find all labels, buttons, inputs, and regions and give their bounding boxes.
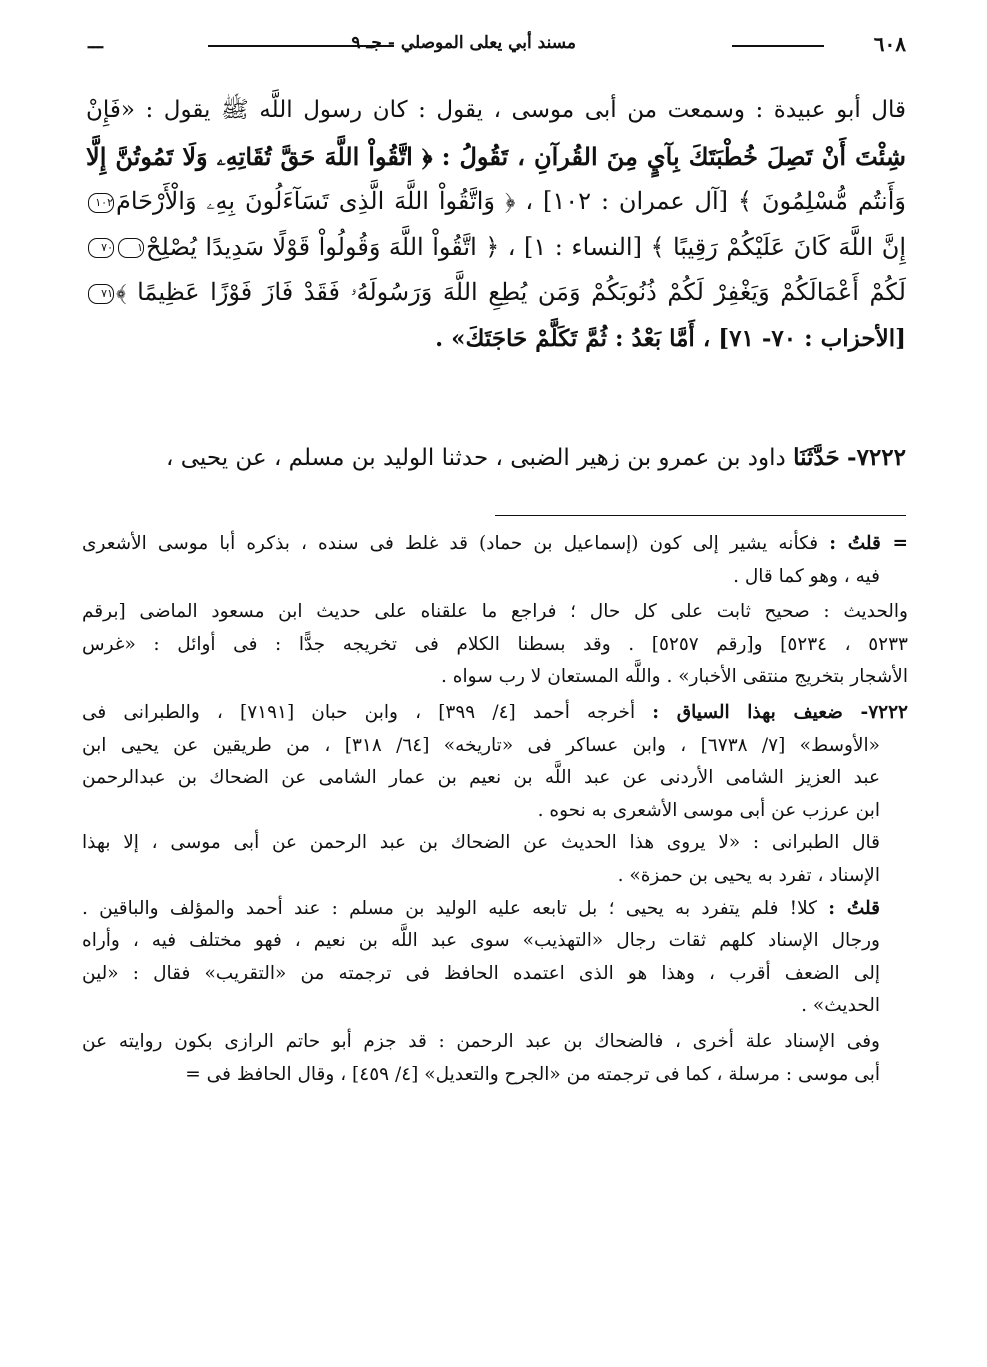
- hadith-number: ٧٢٢٢-: [847, 444, 906, 471]
- ayah-marker: ١: [118, 238, 144, 258]
- text-line: ورجال الإسناد كلهم ثقات رجال «التهذيب» سوى عبد اللَّه بن نعيم ، فهو مختلف فيه ، وأراه: [82, 930, 880, 952]
- text-line: والحديث : صحيح ثابت على كل حال ؛ فراجع ما علقناه على حديث ابن مسعود الماضى [برقم: [82, 601, 908, 623]
- text-line: الإسناد ، تفرد به يحيى بن حمزة» .: [617, 864, 880, 886]
- text-line: لَكُمْ أَعْمَالَكُمْ وَيَغْفِرْ لَكُمْ ذُنُوبَكُمْ وَمَن يُطِعِ اللَّهَ وَرَسُولَهُۥ فَقَدْ فَازَ فَوْزًا عَظِيمًا ﴾٧١: [86, 270, 906, 316]
- footnote-lead: = قلتُ :: [829, 533, 908, 554]
- text-line: قال أبو عبيدة : وسمعت من أبى موسى ، يقول : كان رسول اللَّه ﷺ يقول : «فَإِنْ: [86, 97, 906, 123]
- text-line: فكأنه يشير إلى كون (إسماعيل بن حماد) قد غلط فى سنده ، بذكره أبا موسى الأشعرى: [82, 533, 819, 554]
- footnote-7222: [82, 697, 908, 827]
- text-line: فيه ، وهو كما قال .: [733, 565, 880, 587]
- hadith-chain: داود بن عمرو بن زهير الضبى ، حدثنا الوليد بن مسلم ، عن يحيى ،: [166, 445, 786, 471]
- text-line: أبى موسى : مرسلة ، كما فى ترجمته من «الجرح والتعديل» [٤/ ٤٥٩] ، وقال الحافظ فى =: [185, 1063, 880, 1085]
- text-line: إلى الضعف أقرب ، وهذا هو الذى اعتمده الحافظ فى ترجمته من «التقريب» فقال : «لين: [82, 962, 880, 984]
- text-line: قال الطبرانى : «لا يروى هذا الحديث عن الضحاك بن عبد الرحمن عن أبى موسى ، إلا بهذا: [82, 832, 880, 854]
- hadith-paragraph: [86, 88, 906, 361]
- footnote-qultu-kalla: [82, 893, 908, 1023]
- footnote-qultu: [82, 528, 908, 593]
- header-dash: ـــ: [88, 33, 103, 53]
- hadith-intro: حَدَّثَنَا: [793, 444, 840, 471]
- footnote-separator: [495, 515, 906, 516]
- footnote-hadith-status: [82, 596, 908, 694]
- text-line: ابن عرزب عن أبى موسى الأشعرى به نحوه .: [537, 799, 880, 821]
- text-line: الأشجار بتخريج منتقى الأخبار» . واللَّه المستعان لا رب سواه .: [441, 666, 908, 688]
- text-line: شِئْتَ أَنْ تَصِلَ خُطْبَتَكَ بِآيٍ مِنَ القُرآنِ ، تَقُولُ : ﴿ اتَّقُواْ اللَّهَ حَقَّ تُقَاتِهِۦ وَلَا تَمُوتُنَّ إِلَّا: [86, 141, 906, 171]
- running-header: [88, 28, 906, 60]
- main-text: [86, 88, 906, 361]
- text-line: ٥٢٣٣ ، ٥٢٣٤] و[رقم ٥٢٥٧] . وقد بسطنا الكلام فى تخريجه جدًّا : فى أوائل : «غرس: [82, 633, 908, 655]
- footnote-lead: ٧٢٢٢- ضعيف بهذا السياق :: [652, 701, 908, 723]
- header-rule-right: [732, 45, 824, 47]
- text-line: [الأحزاب : ٧٠- ٧١] ، أَمَّا بَعْدُ : ثُمَّ تَكَلَّمْ حَاجَتَكَ» .: [435, 324, 906, 352]
- book-title: مسند أبي يعلى الموصلي - جـ ٩: [351, 33, 576, 53]
- text-line: إِنَّ اللَّهَ كَانَ عَلَيْكُمْ رَقِيبًا ﴾ [النساء : ١] ، ﴿ اتَّقُواْ اللَّهَ وَقُولُواْ قَوْلًا سَدِيدًا يُصْلِحْ١٧٠: [86, 225, 906, 271]
- hadith-7222: [86, 444, 906, 471]
- ayah-marker: ١٠٢: [88, 193, 114, 213]
- text-line: وَأَنتُم مُّسْلِمُونَ ﴾ [آل عمران : ١٠٢] ، ﴿ وَاتَّقُواْ اللَّهَ الَّذِى تَسَآءَلُونَ بِهِۦ وَالْأَرْحَامَ١٠٢: [86, 179, 906, 225]
- footnote-tabarani: [82, 827, 908, 892]
- text-line: كلا! فلم يتفرد به يحيى ؛ بل تابعه عليه الوليد بن مسلم : عند أحمد والمؤلف والباقين .: [82, 897, 817, 919]
- ayah-marker: ٧١: [88, 284, 114, 304]
- text-line: عبد العزيز الشامى الأردنى عن عبد اللَّه بن نعيم بن عمار الشامى عن الضحاك بن عبدالرحمن: [82, 767, 880, 789]
- ayah-marker: ٧٠: [88, 238, 114, 258]
- header-rule-left: [208, 45, 394, 47]
- text-line: الحديث» .: [801, 995, 880, 1017]
- footnotes: [82, 528, 908, 1091]
- footnote-illah: [82, 1026, 908, 1091]
- text-line: وفى الإسناد علة أخرى ، فالضحاك بن عبد الرحمن : قد جزم أبو حاتم الرازى بكون روايته عن: [82, 1030, 880, 1052]
- text-line: «الأوسط» [٧/ ٦٧٣٨] ، وابن عساكر فى «تاريخه» [٦٤/ ٣١٨] ، من طريقين عن يحيى ابن: [82, 734, 880, 756]
- page-number: ٦٠٨: [873, 32, 906, 56]
- text-line: أخرجه أحمد [٤/ ٣٩٩] ، وابن حبان [٧١٩١] ، والطبرانى فى: [82, 701, 636, 723]
- footnote-lead: قلتُ :: [828, 897, 881, 919]
